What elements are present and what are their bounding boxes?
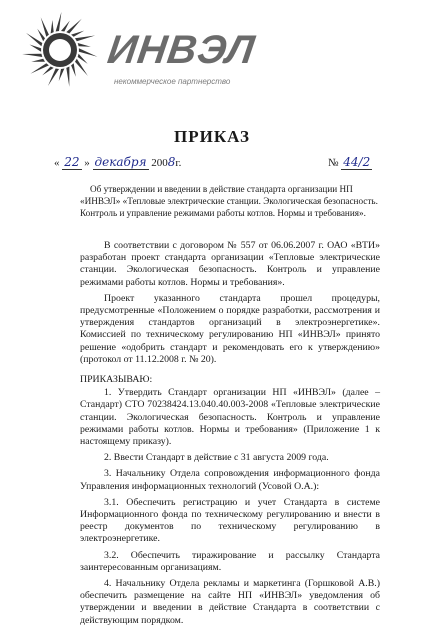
- order-number: [328, 155, 372, 169]
- sun-emblem-icon: [10, 6, 110, 88]
- date-year-printed: 200: [151, 157, 168, 169]
- order-item: 3. Начальнику Отдела сопровождения информационного фонда Управления информационных технологий (Усовой О.А.):: [80, 468, 380, 492]
- sun-ray-icon: [75, 59, 88, 76]
- sun-ray-icon: [79, 48, 98, 57]
- sun-ray-icon: [41, 17, 49, 37]
- document-title: ПРИКАЗ: [174, 127, 250, 146]
- sun-ray-icon: [42, 67, 53, 76]
- order-item: 3.2. Обеспечить тиражирование и рассылку Стандарта заинтересованным организациям.: [80, 549, 380, 573]
- order-summary: Об утверждении и введении в действие стандарта организации НП «ИНВЭЛ» «Тепловые электрические станции. Экологическая безопасность. Контроль и управление режимами работы котлов. Нормы и требования».: [80, 184, 378, 218]
- order-item: 3.1. Обеспечить регистрацию и учет Стандарта в системе Информационного фонда по техническому регулированию и внести в реестр документов по техническому регулированию в электроэнергетике.: [80, 496, 380, 545]
- sun-ray-icon: [71, 31, 84, 37]
- date-close-quote: »: [84, 157, 90, 169]
- date-day: 22: [64, 155, 80, 169]
- number-label: №: [328, 157, 339, 169]
- date-open-quote: «: [54, 157, 60, 169]
- sun-ray-icon: [31, 59, 45, 62]
- order-item: 4. Начальнику Отдела рекламы и маркетинга (Горшковой А.В.) обеспечить размещение на сайте НП «ИНВЭЛ» уведомления об утверждении и введении в действие Стандарта в соответствии с действующим порядком.: [80, 578, 380, 626]
- logo-subtitle: некоммерческое партнерство: [114, 77, 231, 86]
- order-date: [54, 155, 181, 169]
- number-value: 44/2: [343, 155, 371, 169]
- logo-name: ИНВЭЛ: [104, 28, 258, 72]
- order-item: 1. Утвердить Стандарт организации НП «ИНВЭЛ» (далее – Стандарт) СТО 70238424.13.040.40.003-2008 «Тепловые электрические станции. Экологическая безопасность. Контроль и управление режимами работы котлов. Нормы и требования» (Приложение 1 к настоящему приказу).: [80, 387, 380, 448]
- sun-ray-icon: [66, 19, 81, 34]
- sun-ray-icon: [66, 67, 69, 87]
- sun-ray-icon: [78, 54, 88, 64]
- sun-ray-icon: [61, 21, 70, 32]
- paragraph: Проект указанного стандарта прошел процедуры, предусмотренные «Положением о порядке разработки, рассмотрения и утверждения стандартов организаций в электроэнергетике». Комиссией по техническому регулированию НП «ИНВЭЛ» принято решение «одобрить стандарт и рекомендовать его к утверждению» (протокол от 11.12.2008 г. № 20).: [80, 292, 380, 365]
- organization-logo: [10, 6, 258, 88]
- date-year-written: 8: [167, 155, 176, 169]
- date-suffix: г.: [175, 157, 182, 169]
- paragraph: В соответствии с договором № 557 от 06.06.2007 г. ОАО «ВТИ» разработан проект стандарта организации «Тепловые электрические станции. Экологическая безопасность. Контроль и управление режимами работы котлов. Нормы и требования».: [80, 240, 380, 288]
- order-body: [80, 240, 380, 631]
- sun-ray-icon: [22, 54, 42, 57]
- ordering-heading: ПРИКАЗЫВАЮ:: [80, 374, 153, 386]
- date-month: декабря: [94, 155, 147, 169]
- sun-ray-icon: [26, 33, 42, 46]
- sun-ray-icon: [48, 69, 59, 87]
- sun-ray-icon: [75, 36, 95, 42]
- sun-ray-icon: [37, 29, 45, 41]
- sun-ray-icon: [59, 69, 65, 82]
- sun-ray-icon: [71, 63, 76, 76]
- sun-ray-icon: [51, 20, 54, 34]
- sun-ray-icon: [78, 43, 91, 47]
- sun-ray-icon: [56, 12, 62, 32]
- sun-ray-icon: [30, 45, 42, 52]
- order-item: 2. Ввести Стандарт в действие с 31 августа 2009 года.: [104, 452, 329, 464]
